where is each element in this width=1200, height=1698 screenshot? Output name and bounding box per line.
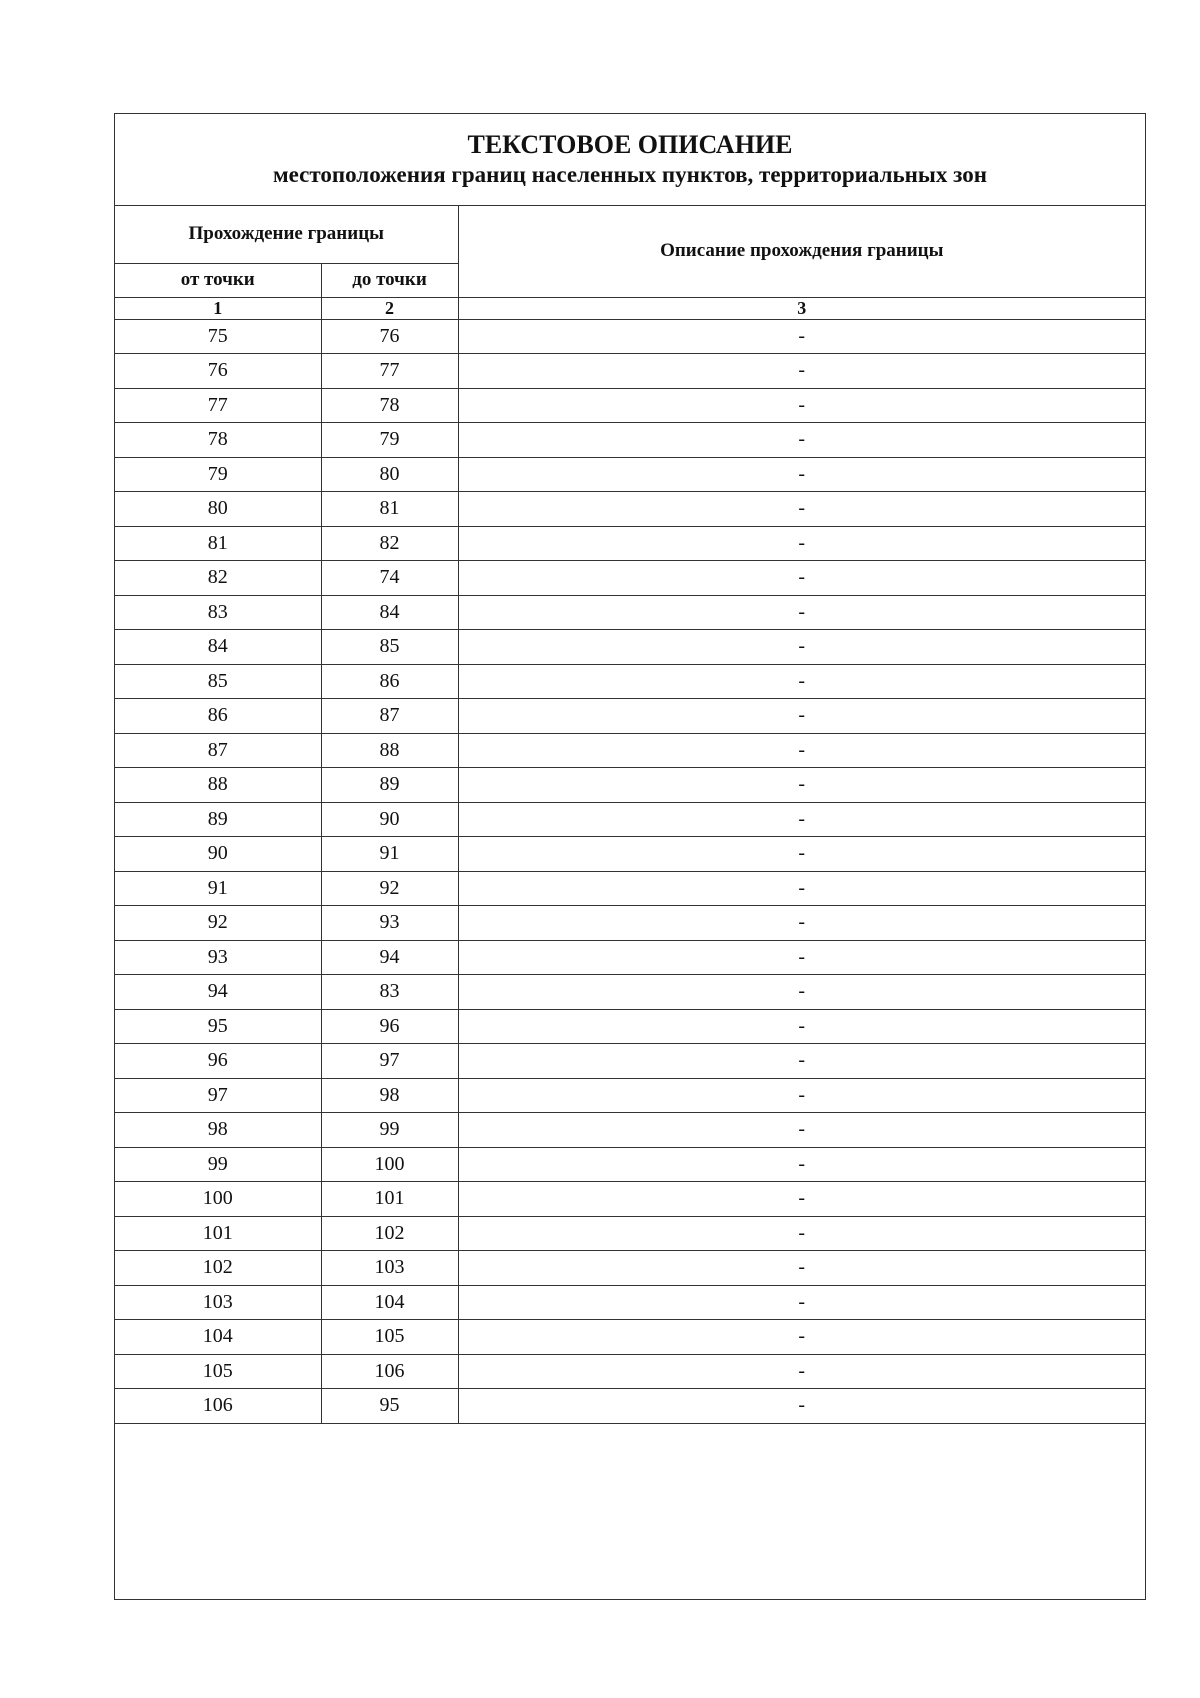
table-row (115, 630, 1145, 665)
cell-to-point: 89 (321, 768, 458, 803)
cell-description: - (458, 940, 1145, 975)
cell-description: - (458, 1216, 1145, 1251)
cell-from-point: 89 (115, 802, 321, 837)
table-row (115, 354, 1145, 389)
table-row (115, 871, 1145, 906)
cell-to-point: 104 (321, 1285, 458, 1320)
cell-to-point: 78 (321, 388, 458, 423)
cell-description: - (458, 699, 1145, 734)
table-row (115, 388, 1145, 423)
table-row (115, 940, 1145, 975)
cell-from-point: 90 (115, 837, 321, 872)
table-row (115, 492, 1145, 527)
table-row (115, 975, 1145, 1010)
column-number-2: 2 (321, 297, 458, 319)
cell-description: - (458, 630, 1145, 665)
cell-from-point: 80 (115, 492, 321, 527)
cell-from-point: 77 (115, 388, 321, 423)
header-description: Описание прохождения границы (458, 206, 1145, 297)
cell-to-point: 105 (321, 1320, 458, 1355)
table-row (115, 1009, 1145, 1044)
table-row (115, 1320, 1145, 1355)
cell-from-point: 84 (115, 630, 321, 665)
cell-from-point: 94 (115, 975, 321, 1010)
cell-to-point: 95 (321, 1389, 458, 1424)
cell-from-point: 106 (115, 1389, 321, 1424)
cell-to-point: 74 (321, 561, 458, 596)
cell-description: - (458, 526, 1145, 561)
cell-description: - (458, 664, 1145, 699)
cell-from-point: 105 (115, 1354, 321, 1389)
cell-to-point: 86 (321, 664, 458, 699)
cell-to-point: 85 (321, 630, 458, 665)
cell-description: - (458, 1044, 1145, 1079)
cell-from-point: 81 (115, 526, 321, 561)
cell-description: - (458, 1113, 1145, 1148)
cell-to-point: 77 (321, 354, 458, 389)
cell-description: - (458, 733, 1145, 768)
cell-to-point: 103 (321, 1251, 458, 1286)
cell-to-point: 88 (321, 733, 458, 768)
cell-to-point: 97 (321, 1044, 458, 1079)
title-block (115, 114, 1145, 206)
cell-to-point: 94 (321, 940, 458, 975)
table-row (115, 1354, 1145, 1389)
cell-to-point: 83 (321, 975, 458, 1010)
boundary-table (115, 206, 1145, 1424)
table-row (115, 595, 1145, 630)
table-row (115, 1216, 1145, 1251)
cell-from-point: 95 (115, 1009, 321, 1044)
cell-from-point: 88 (115, 768, 321, 803)
cell-from-point: 103 (115, 1285, 321, 1320)
cell-description: - (458, 975, 1145, 1010)
table-row (115, 1044, 1145, 1079)
cell-description: - (458, 837, 1145, 872)
table-row (115, 1251, 1145, 1286)
cell-description: - (458, 802, 1145, 837)
cell-from-point: 99 (115, 1147, 321, 1182)
cell-to-point: 91 (321, 837, 458, 872)
table-row (115, 457, 1145, 492)
table-row (115, 319, 1145, 354)
table-row (115, 1389, 1145, 1424)
table-row (115, 1078, 1145, 1113)
cell-description: - (458, 423, 1145, 458)
cell-to-point: 84 (321, 595, 458, 630)
table-row (115, 1285, 1145, 1320)
cell-from-point: 82 (115, 561, 321, 596)
cell-description: - (458, 457, 1145, 492)
cell-to-point: 90 (321, 802, 458, 837)
cell-from-point: 100 (115, 1182, 321, 1217)
cell-to-point: 80 (321, 457, 458, 492)
cell-description: - (458, 1009, 1145, 1044)
cell-from-point: 93 (115, 940, 321, 975)
cell-from-point: 79 (115, 457, 321, 492)
table-row (115, 906, 1145, 941)
cell-description: - (458, 1389, 1145, 1424)
cell-description: - (458, 388, 1145, 423)
table-row (115, 837, 1145, 872)
cell-description: - (458, 1251, 1145, 1286)
cell-to-point: 98 (321, 1078, 458, 1113)
table-row (115, 423, 1145, 458)
table-row (115, 664, 1145, 699)
cell-description: - (458, 768, 1145, 803)
table-row (115, 1147, 1145, 1182)
cell-description: - (458, 492, 1145, 527)
cell-description: - (458, 1147, 1145, 1182)
cell-from-point: 87 (115, 733, 321, 768)
table-row (115, 561, 1145, 596)
cell-from-point: 76 (115, 354, 321, 389)
table-row (115, 526, 1145, 561)
table-row (115, 1113, 1145, 1148)
cell-to-point: 99 (321, 1113, 458, 1148)
cell-from-point: 101 (115, 1216, 321, 1251)
column-number-1: 1 (115, 297, 321, 319)
header-passage: Прохождение границы (115, 206, 458, 263)
cell-from-point: 85 (115, 664, 321, 699)
cell-from-point: 75 (115, 319, 321, 354)
cell-description: - (458, 1078, 1145, 1113)
cell-to-point: 92 (321, 871, 458, 906)
table-row (115, 1182, 1145, 1217)
cell-to-point: 101 (321, 1182, 458, 1217)
table-row (115, 733, 1145, 768)
cell-to-point: 96 (321, 1009, 458, 1044)
cell-to-point: 79 (321, 423, 458, 458)
cell-description: - (458, 319, 1145, 354)
header-from-point: от точки (115, 263, 321, 297)
document-title: ТЕКСТОВОЕ ОПИСАНИЕ (467, 130, 793, 159)
document-subtitle: местоположения границ населенных пунктов, территориальных зон (273, 162, 987, 187)
cell-description: - (458, 1354, 1145, 1389)
cell-from-point: 92 (115, 906, 321, 941)
cell-description: - (458, 1320, 1145, 1355)
cell-from-point: 102 (115, 1251, 321, 1286)
cell-description: - (458, 1182, 1145, 1217)
cell-to-point: 87 (321, 699, 458, 734)
cell-description: - (458, 561, 1145, 596)
table-body (115, 319, 1145, 1423)
table-row (115, 699, 1145, 734)
cell-description: - (458, 871, 1145, 906)
cell-description: - (458, 595, 1145, 630)
cell-to-point: 81 (321, 492, 458, 527)
document-frame (114, 113, 1146, 1600)
cell-from-point: 97 (115, 1078, 321, 1113)
table-row (115, 768, 1145, 803)
header-to-point: до точки (321, 263, 458, 297)
cell-from-point: 98 (115, 1113, 321, 1148)
cell-to-point: 100 (321, 1147, 458, 1182)
cell-from-point: 78 (115, 423, 321, 458)
column-number-3: 3 (458, 297, 1145, 319)
cell-from-point: 96 (115, 1044, 321, 1079)
cell-description: - (458, 1285, 1145, 1320)
cell-to-point: 102 (321, 1216, 458, 1251)
cell-description: - (458, 354, 1145, 389)
cell-description: - (458, 906, 1145, 941)
cell-from-point: 104 (115, 1320, 321, 1355)
cell-to-point: 93 (321, 906, 458, 941)
cell-from-point: 83 (115, 595, 321, 630)
cell-to-point: 106 (321, 1354, 458, 1389)
cell-to-point: 82 (321, 526, 458, 561)
cell-from-point: 86 (115, 699, 321, 734)
cell-to-point: 76 (321, 319, 458, 354)
cell-from-point: 91 (115, 871, 321, 906)
table-row (115, 802, 1145, 837)
